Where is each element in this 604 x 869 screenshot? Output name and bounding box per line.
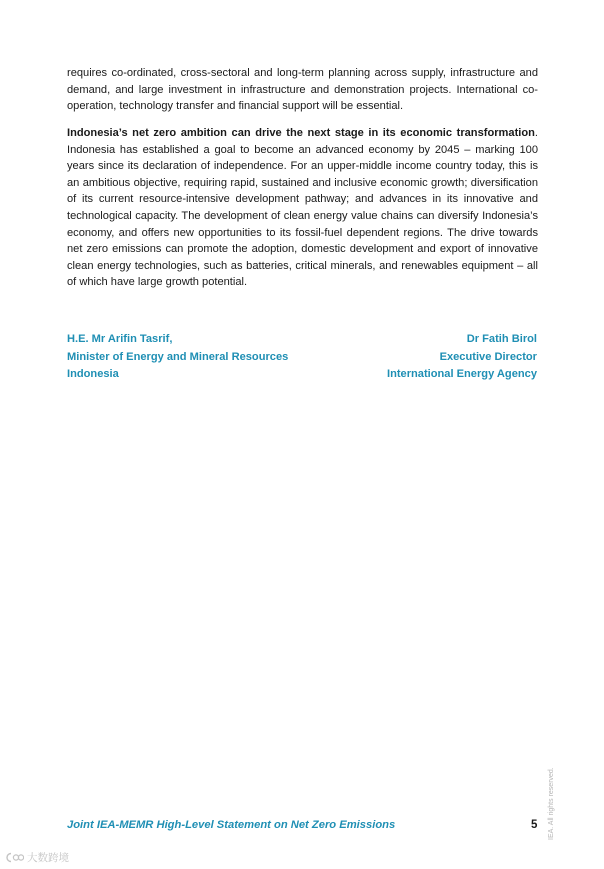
footer-title: Joint IEA-MEMR High-Level Statement on Net Zero Emissions <box>67 819 396 831</box>
paragraph-1: requires co-ordinated, cross-sectoral and long-term planning across supply, infrastructure and demand, and large investment in infrastructure and demonstration projects. International co-operation, technology transfer and financial support will be essential. <box>67 67 538 113</box>
page-number: 5 <box>531 819 538 831</box>
signatory-right <box>387 331 537 384</box>
paragraph-2 <box>67 125 538 291</box>
signatory-left <box>67 331 288 384</box>
signatory-right-title: Executive Director <box>439 350 537 363</box>
watermark-logo-icon <box>6 852 24 863</box>
signatory-left-title: Minister of Energy and Mineral Resources <box>67 350 289 363</box>
paragraph-2-lead: Indonesia’s net zero ambition can drive the next stage in its economic transformation <box>67 127 535 139</box>
signatory-right-name: Dr Fatih Birol <box>466 333 537 345</box>
signatory-right-organization: International Energy Agency <box>386 368 537 381</box>
watermark-text: 大数跨境 <box>27 852 69 864</box>
signatory-left-organization: Indonesia <box>67 368 119 381</box>
copyright-notice: IEA. All rights reserved. <box>548 767 555 840</box>
signatory-left-name: H.E. Mr Arifin Tasrif, <box>67 333 173 345</box>
watermark <box>6 850 69 865</box>
paragraph-2-body: . Indonesia has established a goal to become an advanced economy by 2045 – marking 100 years since its declaration of independence. For an upper-middle income country today, this is an ambitious objective, requiring rapid, sustained and inclusive economic growth; diversification of its current resource-intensive development pathway; and advances in its innovative and technological capacity. The development of clean energy value chains can diversify Indonesia’s economy, and offers new opportunities to its fossil-fuel dependent regions. The drive towards net zero emissions can promote the adoption, domestic development and export of innovative clean energy technologies, such as batteries, critical minerals, and renewables equipment – all of which have large growth potential. <box>67 127 538 289</box>
